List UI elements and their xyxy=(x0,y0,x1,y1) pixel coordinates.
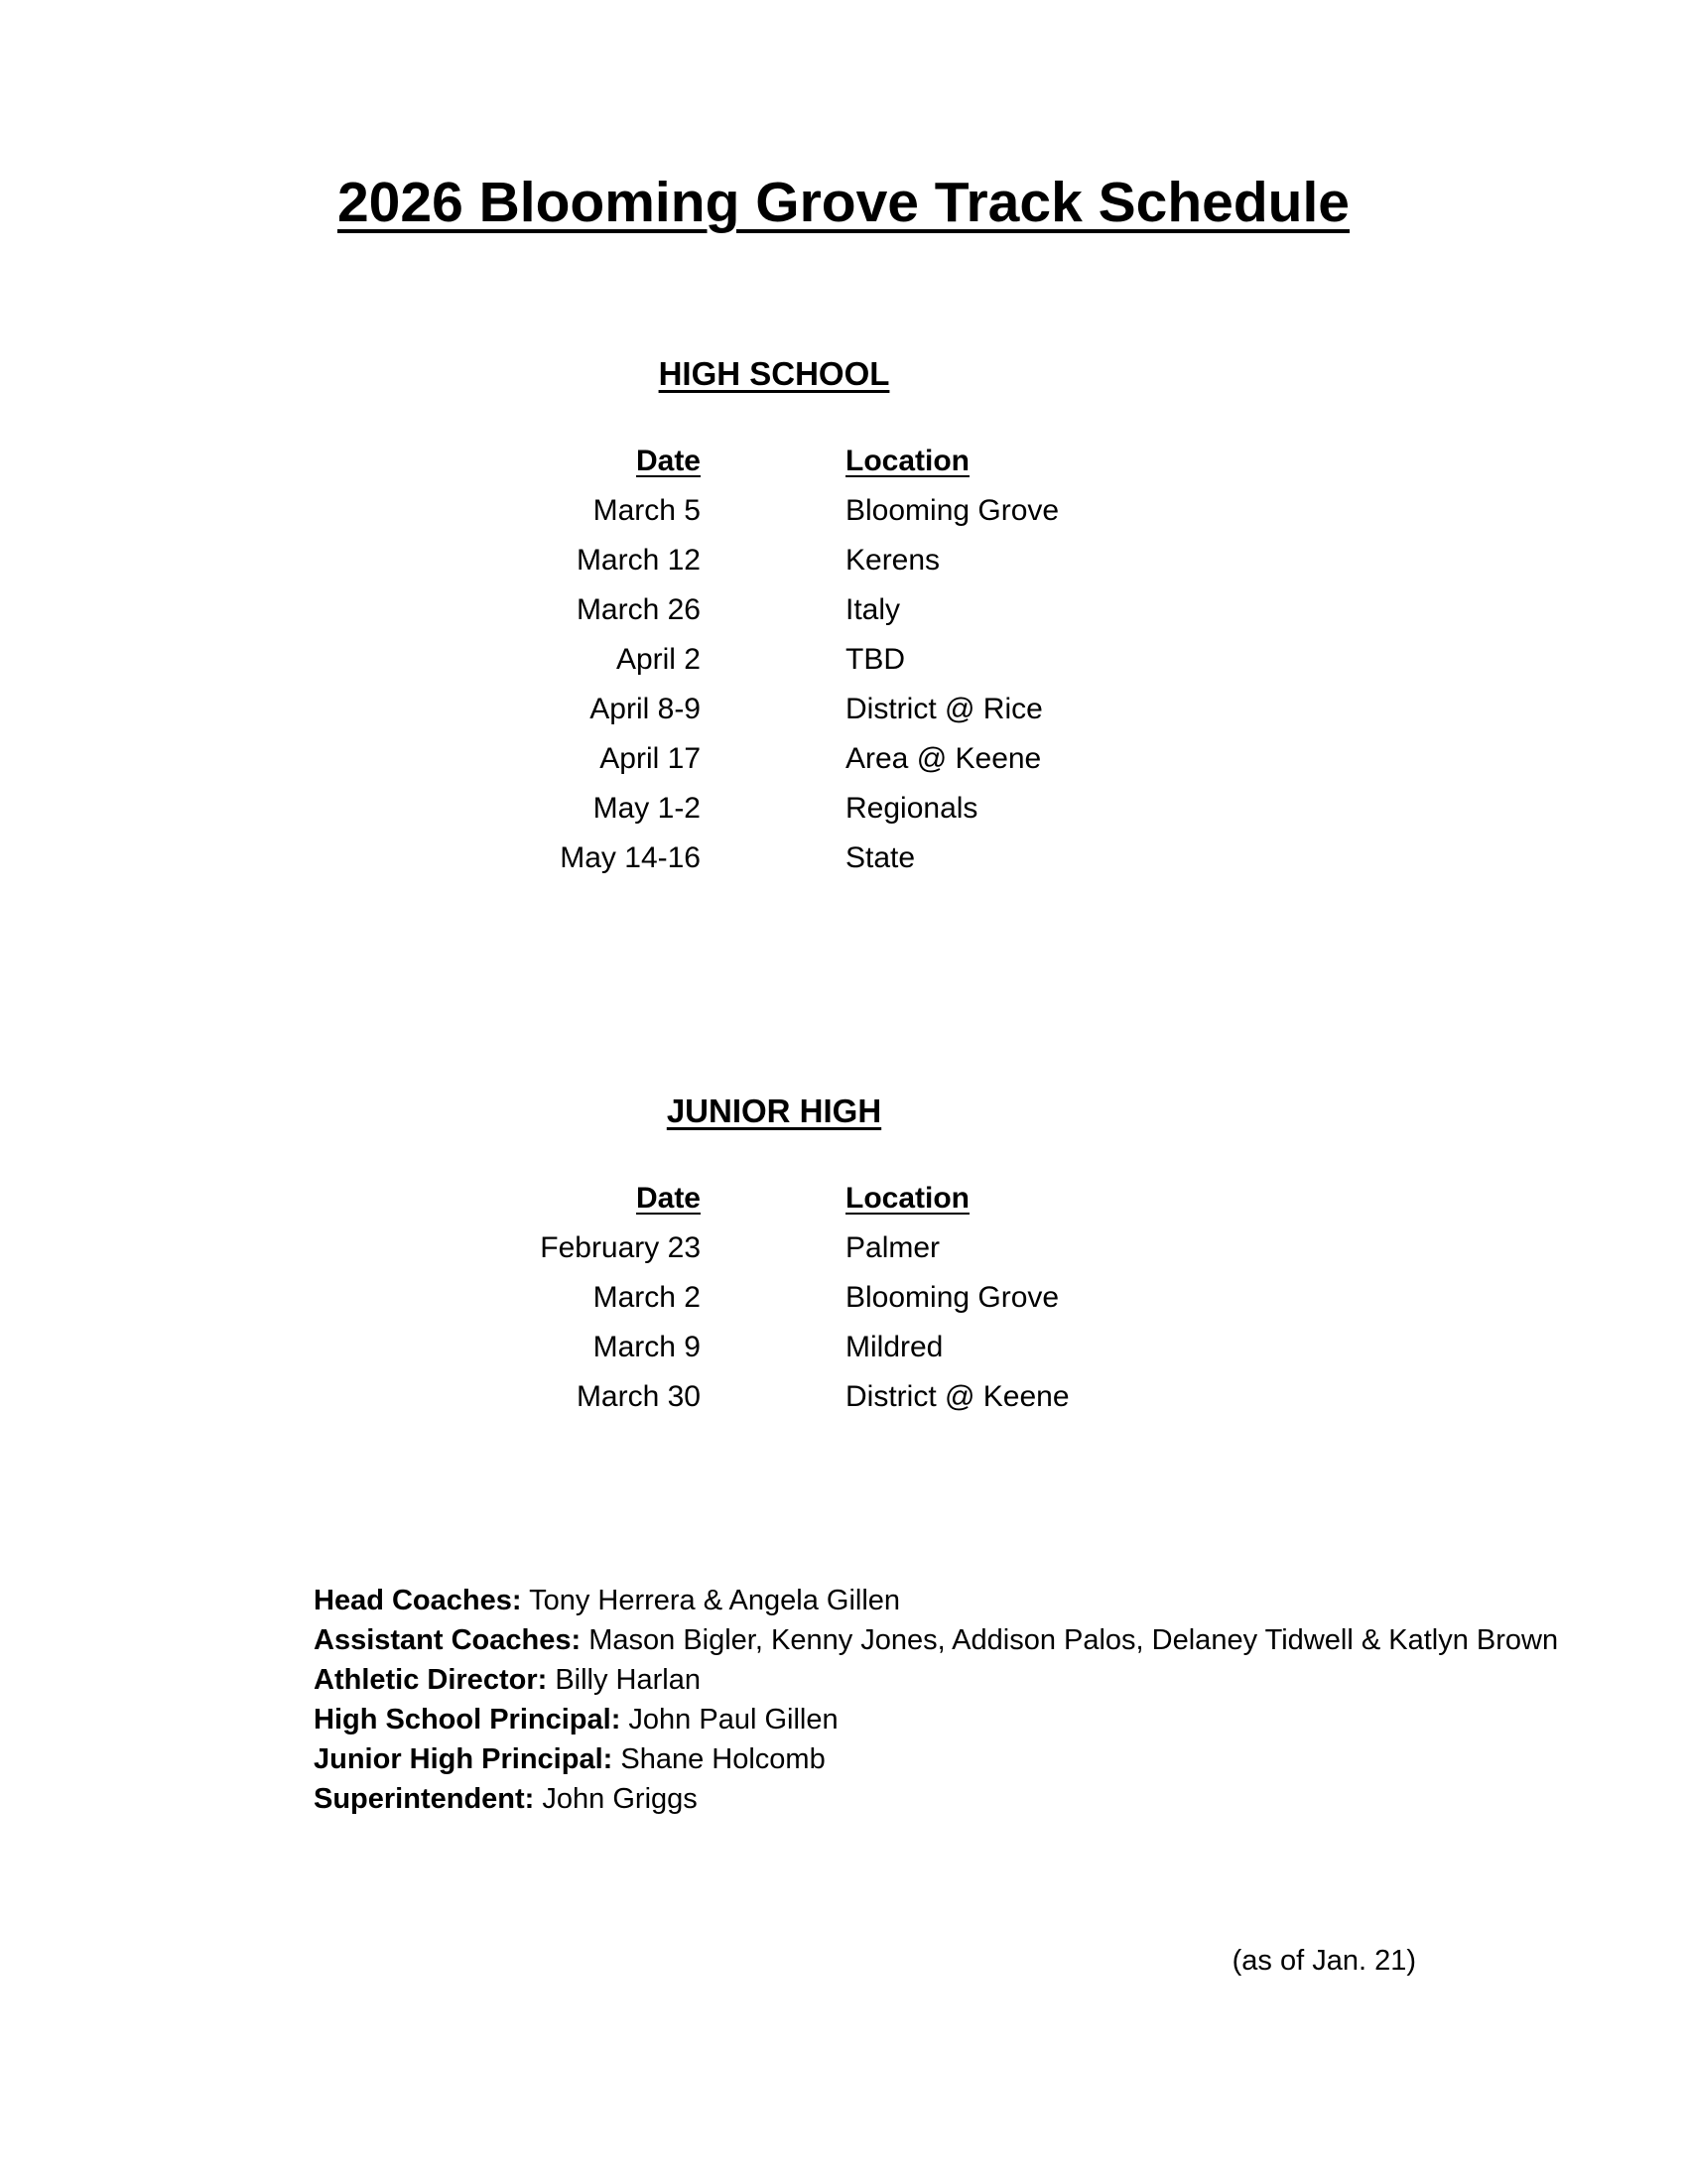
staff-label: High School Principal: xyxy=(314,1704,621,1735)
location-cell: District @ Rice xyxy=(845,693,1043,725)
staff-line-head-coaches xyxy=(314,1581,1687,1620)
location-cell: Mildred xyxy=(845,1331,944,1363)
date-cell: May 1-2 xyxy=(592,792,701,825)
staff-value: John Griggs xyxy=(542,1783,698,1815)
staff-line-superintendent xyxy=(314,1779,1687,1819)
location-cell: Blooming Grove xyxy=(845,494,1060,527)
staff-line-jh-principal xyxy=(314,1739,1687,1779)
staff-value: Tony Herrera & Angela Gillen xyxy=(529,1585,901,1616)
date-cell: April 2 xyxy=(615,643,701,676)
staff-line-assistant-coaches xyxy=(314,1620,1687,1660)
date-cell: March 26 xyxy=(576,593,701,626)
hs-date-column-header: Date xyxy=(635,445,701,477)
location-cell: Italy xyxy=(845,593,901,626)
junior-high-heading: JUNIOR HIGH xyxy=(666,1092,882,1129)
staff-line-hs-principal xyxy=(314,1700,1687,1739)
date-cell: May 14-16 xyxy=(560,841,701,874)
as-of-note: (as of Jan. 21) xyxy=(1232,1945,1416,1977)
date-cell: March 5 xyxy=(592,494,701,527)
hs-location-column-header: Location xyxy=(845,445,970,477)
date-cell: March 12 xyxy=(576,544,701,577)
staff-value: Billy Harlan xyxy=(555,1664,701,1696)
staff-label: Junior High Principal: xyxy=(314,1743,613,1775)
location-cell: Kerens xyxy=(845,544,941,577)
date-cell: April 8-9 xyxy=(589,693,701,725)
staff-label: Superintendent: xyxy=(314,1783,535,1815)
junior-high-section xyxy=(0,1092,1687,1422)
staff-line-athletic-director xyxy=(314,1660,1687,1700)
high-school-section xyxy=(0,354,1687,883)
location-cell: TBD xyxy=(845,643,905,676)
staff-label: Assistant Coaches: xyxy=(314,1624,582,1656)
date-cell: March 2 xyxy=(592,1281,701,1314)
high-school-heading: HIGH SCHOOL xyxy=(658,355,890,392)
staff-label: Head Coaches: xyxy=(314,1585,522,1616)
date-cell: March 9 xyxy=(592,1331,701,1363)
staff-list xyxy=(314,1581,1687,1819)
location-cell: Blooming Grove xyxy=(845,1281,1060,1314)
date-cell: February 23 xyxy=(540,1231,701,1264)
document-title: 2026 Blooming Grove Track Schedule xyxy=(336,171,1351,234)
junior-high-schedule-table xyxy=(496,1174,1687,1422)
staff-value: Mason Bigler, Kenny Jones, Addison Palos, Delaney Tidwell & Katlyn Brown xyxy=(588,1624,1559,1656)
staff-label: Athletic Director: xyxy=(314,1664,548,1696)
date-cell: April 17 xyxy=(599,742,701,775)
jh-date-column-header: Date xyxy=(635,1182,701,1215)
location-cell: Palmer xyxy=(845,1231,941,1264)
staff-value: John Paul Gillen xyxy=(628,1704,839,1735)
location-cell: District @ Keene xyxy=(845,1380,1070,1413)
location-cell: Regionals xyxy=(845,792,978,825)
jh-location-column-header: Location xyxy=(845,1182,970,1215)
location-cell: State xyxy=(845,841,916,874)
date-cell: March 30 xyxy=(576,1380,701,1413)
staff-value: Shane Holcomb xyxy=(620,1743,826,1775)
high-school-schedule-table xyxy=(496,437,1687,883)
location-cell: Area @ Keene xyxy=(845,742,1042,775)
